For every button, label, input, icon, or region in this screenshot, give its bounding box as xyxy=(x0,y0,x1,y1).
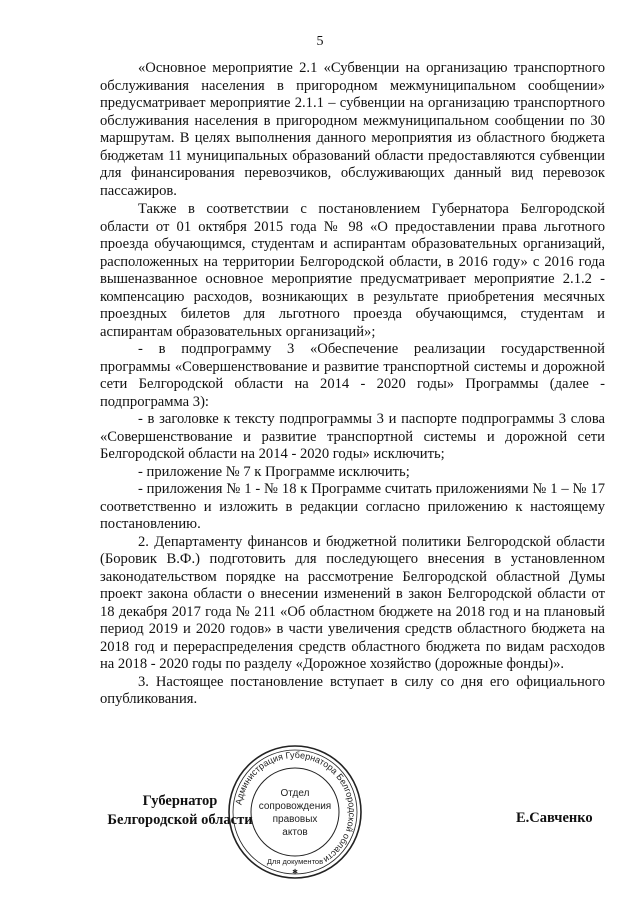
paragraph: Также в соответствии с постановлением Губернатора Белгородской области от 01 октября 2015 года № 98 «О предоставлении права льготного проезда обучающимся, студентам и аспирантам образовательных организаций, расположенных на территории Белгородской области, в 2016 году» с 2016 года вышеназванное основное мероприятие предусматривает мероприятие 2.1.2 - компенсацию расходов, возникающих в результате приобретения месячных проездных билетов для льготного проезда обучающимся, студентам и аспирантам образовательных организаций»; xyxy=(100,201,605,340)
signatory-name: Е.Савченко xyxy=(516,810,593,826)
stamp-line-2: сопровождения xyxy=(258,801,332,812)
paragraph: 3. Настоящее постановление вступает в силу со дня его официального опубликования. xyxy=(100,673,605,707)
stamp-line-3: правовых xyxy=(272,814,318,825)
stamp-outer-text: Администрация Губернатора Белгородской области xyxy=(233,749,358,865)
paragraph: - приложение № 7 к Программе исключить; xyxy=(138,463,410,480)
paragraph: - приложения № 1 - № 18 к Программе считать приложениями № 1 – № 17 соответственно и изложить в редакции согласно приложению к настоящему постановлению. xyxy=(100,481,605,532)
paragraph: «Основное мероприятие 2.1 «Субвенции на организацию транспортного обслуживания населения в пригородном межмуниципальном сообщении» предусматривает мероприятие 2.1.1 – субвенции на организацию транспортного обслуживания населения в пригородном межмуниципальном сообщении по 30 маршрутам. В целях выполнения данного мероприятия из областного бюджета бюджетам 11 муниципальных образований области предоставляются субвенции для финансирования перевозчиков, обслуживающих данный вид перевозок пассажиров. xyxy=(100,60,605,199)
stamp-line-4: актов xyxy=(282,827,308,838)
stamp-bottom-text: Для документов xyxy=(266,857,324,866)
official-stamp xyxy=(225,742,365,882)
star-icon: ✱ xyxy=(292,868,298,876)
paragraph: 2. Департаменту финансов и бюджетной политики Белгородской области (Боровик В.Ф.) подготовить для последующего внесения в установленном законодательством порядке на рассмотрение Белгородской областной Думы проект закона области о внесении изменений в закон Белгородской области от 18 декабря 2017 года № 211 «Об областном бюджете на 2018 год и на плановый период 2019 и 2020 годов» в части увеличения средств областного бюджета на 2018 год и перераспределения средств областного бюджета по видам расходов на 2018 - 2020 годы по разделу «Дорожное хозяйство (дорожные фонды)». xyxy=(100,533,605,672)
stamp-center-ring xyxy=(251,768,339,856)
stamp-graphic xyxy=(225,742,365,882)
signatory-title-line1: Губернатор xyxy=(142,793,218,809)
paragraph: - в подпрограмму 3 «Обеспечение реализации государственной программы «Совершенствование и развитие транспортной системы и дорожной сети Белгородской области на 2014 - 2020 годы» Программы (далее - подпрограмма 3): xyxy=(100,341,605,410)
paragraph: - в заголовке к тексту подпрограммы 3 и паспорте подпрограммы 3 слова «Совершенствование и развитие транспортной системы и дорожной сети Белгородской области на 2014 - 2020 годы» исключить; xyxy=(100,411,605,462)
stamp-line-1: Отдел xyxy=(280,788,310,799)
page-number: 5 xyxy=(316,34,324,49)
document-body xyxy=(100,60,605,709)
signatory-title-line2: Белгородской области xyxy=(107,812,253,828)
